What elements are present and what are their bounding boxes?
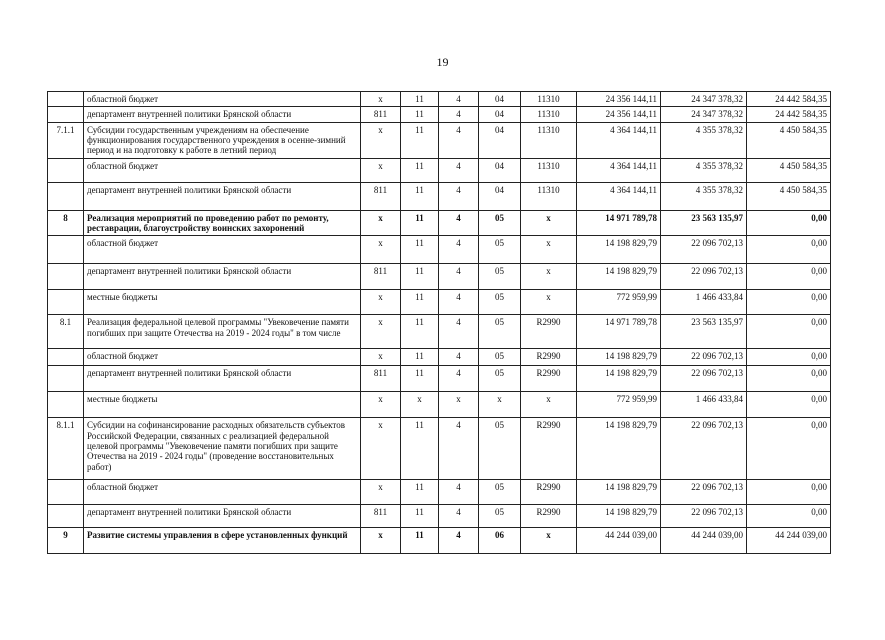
amount-year2-cell: 22 096 702,13 [661,418,747,480]
event-code-cell: 04 [479,182,521,210]
section-code-cell: 11 [401,480,439,505]
event-code-cell: 05 [479,236,521,264]
table-row [48,264,831,290]
amount-year3-cell: 0,00 [747,349,831,366]
subsection-code-cell: 4 [439,418,479,480]
event-code-cell: х [479,392,521,418]
subsection-code-cell: 4 [439,264,479,290]
amount-year3-cell: 0,00 [747,480,831,505]
amount-year1-cell: 44 244 039,00 [577,528,661,554]
page-number: 19 [436,55,449,69]
gp-code-cell: х [361,418,401,480]
row-number-cell [48,392,84,418]
amount-year3-cell: 24 442 584,35 [747,107,831,122]
amount-year1-cell: 14 971 789,78 [577,315,661,349]
amount-year3-cell: 44 244 039,00 [747,528,831,554]
amount-year3-cell: 0,00 [747,210,831,236]
amount-year2-cell: 22 096 702,13 [661,236,747,264]
amount-year1-cell: 14 198 829,79 [577,366,661,392]
row-number-cell [48,158,84,182]
section-code-cell: 11 [401,158,439,182]
event-code-cell: 04 [479,158,521,182]
amount-year1-cell: 14 198 829,79 [577,505,661,528]
amount-year1-cell: 4 364 144,11 [577,182,661,210]
event-code-cell: 05 [479,264,521,290]
amount-year3-cell: 4 450 584,35 [747,182,831,210]
event-code-cell: 05 [479,349,521,366]
amount-year2-cell: 44 244 039,00 [661,528,747,554]
subsection-code-cell: 4 [439,290,479,315]
amount-year3-cell: 24 442 584,35 [747,92,831,107]
gp-code-cell: х [361,349,401,366]
table-body [48,92,831,554]
event-code-cell: 04 [479,122,521,158]
row-number-cell: 8.1.1 [48,418,84,480]
item-name-cell: областной бюджет [84,236,361,264]
subsection-code-cell: х [439,392,479,418]
amount-year1-cell: 14 198 829,79 [577,480,661,505]
amount-year3-cell: 0,00 [747,315,831,349]
section-code-cell: 11 [401,264,439,290]
table-row [48,528,831,554]
section-code-cell: 11 [401,210,439,236]
direction-code-cell: х [521,210,577,236]
direction-code-cell: R2990 [521,315,577,349]
row-number-cell [48,505,84,528]
amount-year2-cell: 22 096 702,13 [661,366,747,392]
row-number-cell [48,107,84,122]
amount-year3-cell: 0,00 [747,392,831,418]
amount-year1-cell: 4 364 144,11 [577,158,661,182]
direction-code-cell: х [521,528,577,554]
event-code-cell: 05 [479,418,521,480]
section-code-cell: 11 [401,366,439,392]
direction-code-cell: х [521,264,577,290]
row-number-cell: 9 [48,528,84,554]
row-number-cell: 7.1.1 [48,122,84,158]
row-number-cell [48,366,84,392]
gp-code-cell: 811 [361,366,401,392]
gp-code-cell: х [361,392,401,418]
subsection-code-cell: 4 [439,107,479,122]
amount-year1-cell: 14 198 829,79 [577,236,661,264]
row-number-cell: 8.1 [48,315,84,349]
item-name-cell: департамент внутренней политики Брянской области [84,107,361,122]
item-name-cell: департамент внутренней политики Брянской области [84,264,361,290]
amount-year1-cell: 14 198 829,79 [577,418,661,480]
row-number-cell [48,92,84,107]
item-name-cell: областной бюджет [84,158,361,182]
subsection-code-cell: 4 [439,210,479,236]
subsection-code-cell: 4 [439,158,479,182]
amount-year3-cell: 0,00 [747,418,831,480]
gp-code-cell: 811 [361,182,401,210]
subsection-code-cell: 4 [439,92,479,107]
table-row [48,236,831,264]
item-name-cell: местные бюджеты [84,290,361,315]
direction-code-cell: R2990 [521,480,577,505]
direction-code-cell: х [521,290,577,315]
direction-code-cell: 11310 [521,107,577,122]
amount-year1-cell: 772 959,99 [577,392,661,418]
section-code-cell: 11 [401,107,439,122]
event-code-cell: 05 [479,290,521,315]
amount-year2-cell: 23 563 135,97 [661,315,747,349]
table-row [48,182,831,210]
section-code-cell: 11 [401,92,439,107]
event-code-cell: 05 [479,210,521,236]
item-name-cell: департамент внутренней политики Брянской области [84,505,361,528]
item-name-cell: Субсидии на софинансирование расходных обязательств субъектов Российской Федерации, связанных с реализацией федеральной целевой программы "Увековечение памяти погибших при защите Отечества на 2019 - 2024 годы" (проведение восстановительных работ) [84,418,361,480]
gp-code-cell: 811 [361,264,401,290]
gp-code-cell: х [361,290,401,315]
amount-year2-cell: 23 563 135,97 [661,210,747,236]
item-name-cell: областной бюджет [84,480,361,505]
gp-code-cell: х [361,210,401,236]
section-code-cell: 11 [401,528,439,554]
direction-code-cell: R2990 [521,505,577,528]
direction-code-cell: R2990 [521,349,577,366]
subsection-code-cell: 4 [439,480,479,505]
gp-code-cell: х [361,480,401,505]
gp-code-cell: х [361,236,401,264]
direction-code-cell: R2990 [521,366,577,392]
item-name-cell: областной бюджет [84,349,361,366]
gp-code-cell: х [361,528,401,554]
amount-year2-cell: 4 355 378,32 [661,182,747,210]
item-name-cell: Реализация федеральной целевой программы "Увековечение памяти погибших при защите Отечества на 2019 - 2024 годы" в том числе [84,315,361,349]
direction-code-cell: R2990 [521,418,577,480]
amount-year2-cell: 22 096 702,13 [661,505,747,528]
direction-code-cell: 11310 [521,158,577,182]
direction-code-cell: 11310 [521,92,577,107]
gp-code-cell: х [361,122,401,158]
section-code-cell: 11 [401,290,439,315]
amount-year2-cell: 4 355 378,32 [661,122,747,158]
amount-year3-cell: 0,00 [747,290,831,315]
amount-year3-cell: 0,00 [747,264,831,290]
amount-year1-cell: 4 364 144,11 [577,122,661,158]
direction-code-cell: 11310 [521,122,577,158]
amount-year2-cell: 1 466 433,84 [661,392,747,418]
subsection-code-cell: 4 [439,528,479,554]
amount-year2-cell: 22 096 702,13 [661,264,747,290]
subsection-code-cell: 4 [439,182,479,210]
table-row [48,418,831,480]
subsection-code-cell: 4 [439,236,479,264]
table-row [48,210,831,236]
amount-year1-cell: 772 959,99 [577,290,661,315]
amount-year3-cell: 4 450 584,35 [747,122,831,158]
section-code-cell: 11 [401,418,439,480]
amount-year2-cell: 24 347 378,32 [661,107,747,122]
amount-year3-cell: 0,00 [747,505,831,528]
gp-code-cell: 811 [361,107,401,122]
item-name-cell: департамент внутренней политики Брянской области [84,366,361,392]
direction-code-cell: 11310 [521,182,577,210]
table-row [48,107,831,122]
section-code-cell: х [401,392,439,418]
event-code-cell: 05 [479,480,521,505]
row-number-cell [48,236,84,264]
amount-year3-cell: 0,00 [747,236,831,264]
row-number-cell [48,264,84,290]
table-row [48,392,831,418]
event-code-cell: 05 [479,315,521,349]
section-code-cell: 11 [401,315,439,349]
event-code-cell: 04 [479,92,521,107]
direction-code-cell: х [521,236,577,264]
section-code-cell: 11 [401,122,439,158]
table-row [48,92,831,107]
event-code-cell: 04 [479,107,521,122]
table-row [48,290,831,315]
item-name-cell: Субсидии государственным учреждениям на обеспечение функционирования государственного учреждения в осенне-зимний период и на подготовку к работе в летний период [84,122,361,158]
row-number-cell [48,290,84,315]
amount-year2-cell: 22 096 702,13 [661,480,747,505]
direction-code-cell: х [521,392,577,418]
amount-year2-cell: 22 096 702,13 [661,349,747,366]
table-row [48,505,831,528]
section-code-cell: 11 [401,236,439,264]
section-code-cell: 11 [401,182,439,210]
amount-year1-cell: 24 356 144,11 [577,107,661,122]
row-number-cell [48,182,84,210]
item-name-cell: областной бюджет [84,92,361,107]
subsection-code-cell: 4 [439,505,479,528]
amount-year1-cell: 24 356 144,11 [577,92,661,107]
gp-code-cell: х [361,92,401,107]
row-number-cell [48,349,84,366]
gp-code-cell: х [361,315,401,349]
event-code-cell: 05 [479,505,521,528]
amount-year1-cell: 14 198 829,79 [577,264,661,290]
budget-table [47,91,831,554]
amount-year1-cell: 14 198 829,79 [577,349,661,366]
item-name-cell: местные бюджеты [84,392,361,418]
amount-year2-cell: 4 355 378,32 [661,158,747,182]
subsection-code-cell: 4 [439,349,479,366]
table-row [48,349,831,366]
amount-year3-cell: 4 450 584,35 [747,158,831,182]
amount-year1-cell: 14 971 789,78 [577,210,661,236]
gp-code-cell: 811 [361,505,401,528]
table-row [48,158,831,182]
amount-year3-cell: 0,00 [747,366,831,392]
table-row [48,366,831,392]
table-row [48,480,831,505]
table-row [48,315,831,349]
row-number-cell: 8 [48,210,84,236]
table-row [48,122,831,158]
section-code-cell: 11 [401,505,439,528]
amount-year2-cell: 1 466 433,84 [661,290,747,315]
item-name-cell: Реализация мероприятий по проведению работ по ремонту, реставрации, благоустройству воинских захоронений [84,210,361,236]
item-name-cell: департамент внутренней политики Брянской области [84,182,361,210]
gp-code-cell: х [361,158,401,182]
amount-year2-cell: 24 347 378,32 [661,92,747,107]
subsection-code-cell: 4 [439,366,479,392]
section-code-cell: 11 [401,349,439,366]
subsection-code-cell: 4 [439,122,479,158]
subsection-code-cell: 4 [439,315,479,349]
event-code-cell: 06 [479,528,521,554]
row-number-cell [48,480,84,505]
item-name-cell: Развитие системы управления в сфере установленных функций [84,528,361,554]
event-code-cell: 05 [479,366,521,392]
